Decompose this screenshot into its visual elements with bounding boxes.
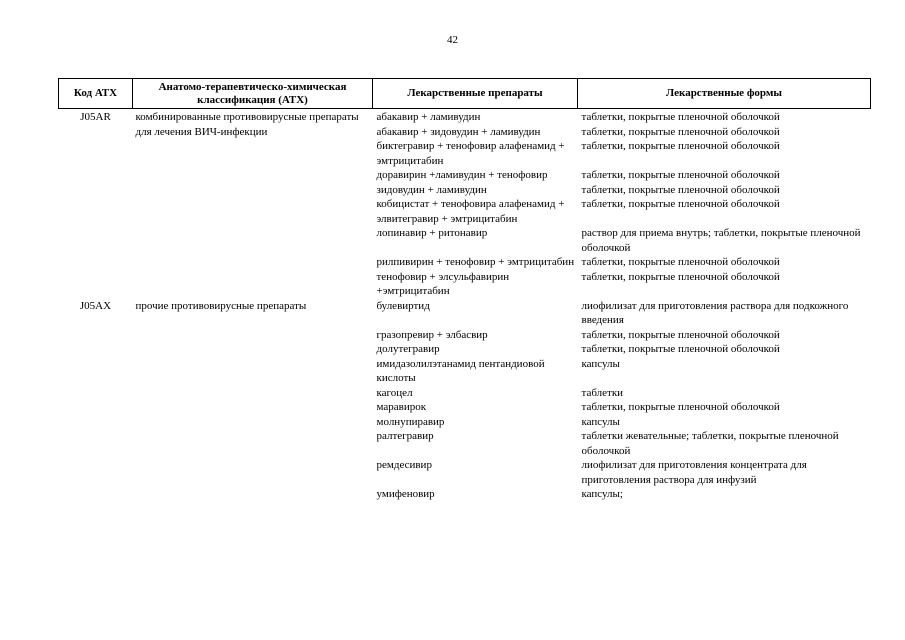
dosage-form: таблетки, покрытые пленочной оболочкой bbox=[581, 169, 780, 181]
table-row bbox=[59, 299, 871, 328]
atc-classification: прочие противовирусные препараты bbox=[135, 299, 307, 312]
drug-name: ралтегравир bbox=[376, 430, 434, 442]
dosage-form: таблетки, покрытые пленочной оболочкой bbox=[581, 140, 780, 152]
table-body bbox=[59, 109, 871, 502]
atc-code: J05AX bbox=[79, 299, 112, 312]
dosage-form: таблетки, покрытые пленочной оболочкой bbox=[581, 343, 780, 355]
dosage-form: лиофилизат для приготовления раствора для подкожного введения bbox=[581, 299, 849, 326]
dosage-form: таблетки, покрытые пленочной оболочкой bbox=[581, 256, 780, 268]
drug-name: биктегравир + тенофовир алафенамид + эмтрицитабин bbox=[376, 140, 565, 167]
dosage-form: капсулы; bbox=[581, 488, 623, 500]
dosage-form: таблетки bbox=[581, 386, 624, 399]
drug-name: тенофовир + элсульфавирин +эмтрицитабин bbox=[376, 270, 510, 297]
dosage-form: таблетки, покрытые пленочной оболочкой bbox=[581, 198, 780, 210]
drug-name: долутегравир bbox=[376, 343, 440, 355]
dosage-form: лиофилизат для приготовления концентрата для приготовления раствора для инфузий bbox=[581, 459, 807, 486]
table-header-row bbox=[59, 79, 871, 109]
atc-classification: комбинированные противовирусные препараты для лечения ВИЧ-инфекции bbox=[135, 111, 359, 138]
header-classification: Анатомо-терапевтическо-химическая классификация (АТХ) bbox=[133, 79, 373, 109]
dosage-form: таблетки, покрытые пленочной оболочкой bbox=[581, 328, 780, 341]
drug-name: кагоцел bbox=[376, 386, 413, 399]
drug-name: кобицистат + тенофовира алафенамид + элвитегравир + эмтрицитабин bbox=[376, 198, 565, 225]
drug-name: молнупиравир bbox=[376, 415, 445, 428]
dosage-form: капсулы bbox=[581, 357, 620, 370]
drug-name: абакавир + зидовудин + ламивудин bbox=[376, 125, 541, 138]
drug-name: доравирин +ламивудин + тенофовир bbox=[376, 169, 548, 181]
drug-name: зидовудин + ламивудин bbox=[376, 183, 487, 196]
drug-name: лопинавир + ритонавир bbox=[376, 227, 488, 239]
header-code: Код АТХ bbox=[59, 79, 133, 109]
dosage-form: раствор для приема внутрь; таблетки, покрытые пленочной оболочкой bbox=[581, 227, 861, 254]
drug-name: абакавир + ламивудин bbox=[376, 111, 481, 123]
header-drugs: Лекарственные препараты bbox=[373, 79, 578, 109]
table-row bbox=[59, 109, 871, 125]
dosage-form: таблетки жевательные; таблетки, покрытые пленочной оболочкой bbox=[581, 430, 839, 457]
drug-name: маравирок bbox=[376, 401, 427, 413]
drug-name: рилпивирин + тенофовир + эмтрицитабин bbox=[376, 256, 575, 268]
drug-name: гразопревир + элбасвир bbox=[376, 328, 488, 341]
dosage-form: таблетки, покрытые пленочной оболочкой bbox=[581, 401, 780, 413]
dosage-form: таблетки, покрытые пленочной оболочкой bbox=[581, 125, 780, 138]
drug-name: умифеновир bbox=[376, 488, 435, 500]
dosage-form: капсулы bbox=[581, 415, 620, 428]
header-forms: Лекарственные формы bbox=[578, 79, 871, 109]
drug-name: булевиртид bbox=[376, 299, 430, 312]
dosage-form: таблетки, покрытые пленочной оболочкой bbox=[581, 270, 780, 283]
drug-name: ремдесивир bbox=[376, 459, 432, 471]
page-number: 42 bbox=[447, 34, 458, 46]
drug-name: имидазолилэтанамид пентандиовой кислоты bbox=[376, 357, 545, 384]
dosage-form: таблетки, покрытые пленочной оболочкой bbox=[581, 111, 780, 123]
atc-drug-table bbox=[58, 78, 871, 502]
atc-code: J05AR bbox=[80, 111, 111, 123]
dosage-form: таблетки, покрытые пленочной оболочкой bbox=[581, 183, 780, 196]
